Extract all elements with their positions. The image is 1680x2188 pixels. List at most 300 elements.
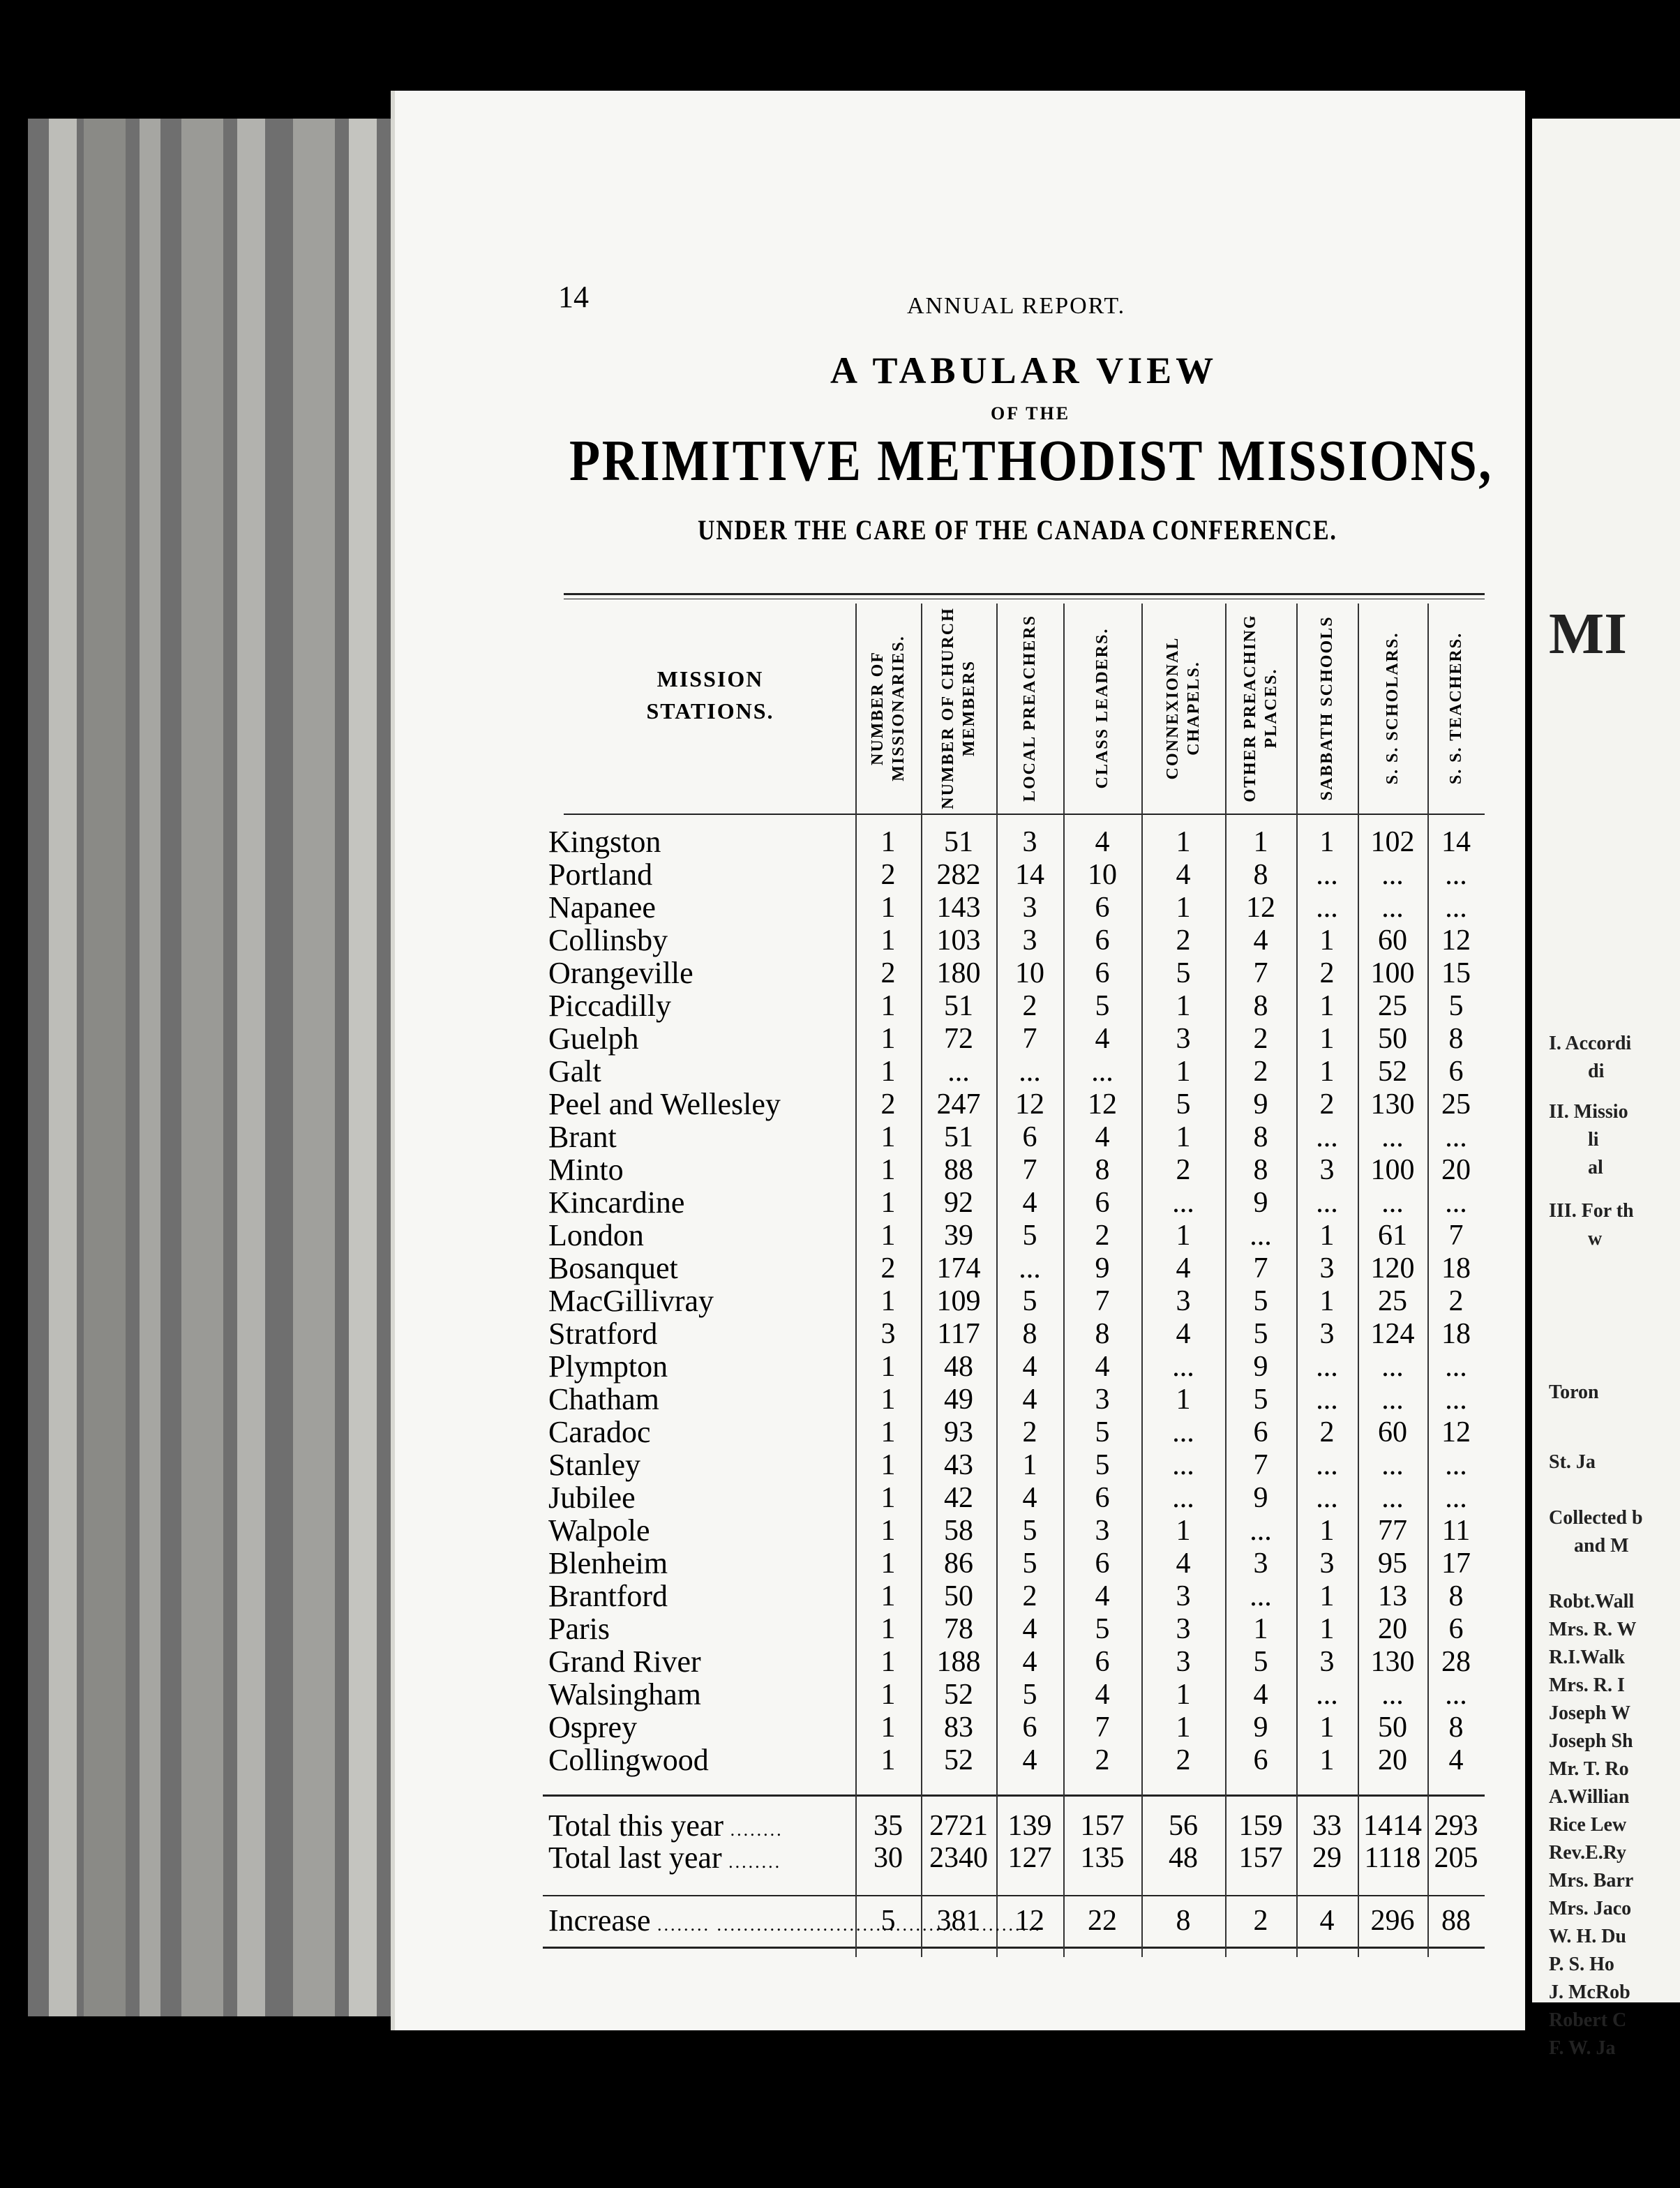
table-cell: 52: [944, 1679, 973, 1711]
table-cell: 6: [1022, 1711, 1037, 1744]
column-header: CLASS LEADERS.: [1093, 627, 1111, 789]
table-cell: 78: [944, 1613, 973, 1645]
table-cell: 8: [1253, 1154, 1268, 1186]
table-cell: 30: [873, 1842, 903, 1874]
table-cell: 188: [936, 1646, 981, 1678]
table-cell: 1: [1176, 1220, 1191, 1252]
table-cell: 5: [1022, 1548, 1037, 1580]
facing-page-text: Collected b: [1549, 1507, 1643, 1529]
table-cell: 4: [1022, 1187, 1037, 1219]
table-cell: ...: [1445, 1482, 1467, 1514]
table-row: [0, 1023, 1535, 1055]
running-head: ANNUAL REPORT.: [907, 293, 1126, 319]
table-cell: 1: [1022, 1449, 1037, 1481]
table-cell: 2: [1253, 1905, 1268, 1937]
table-cell: 10: [1015, 957, 1044, 989]
facing-page-text: Mrs. Barr: [1549, 1870, 1634, 1891]
table-cell: 143: [936, 892, 981, 924]
table-cell: 9: [1253, 1482, 1268, 1514]
table-cell: 2: [1176, 1154, 1191, 1186]
table-cell: ...: [1445, 1121, 1467, 1153]
table-row: [0, 1416, 1535, 1448]
table-cell: 1414: [1363, 1810, 1422, 1842]
table-cell: 4: [1095, 826, 1110, 858]
station-name: Piccadilly: [548, 989, 671, 1023]
table-cell: 25: [1378, 990, 1407, 1022]
station-name: Napanee: [548, 890, 656, 924]
page-number: 14: [558, 280, 589, 314]
table-cell: 8: [1448, 1023, 1464, 1055]
table-row: [0, 957, 1535, 989]
column-header: SABBATH SCHOOLS: [1318, 615, 1336, 801]
table-cell: 2: [1095, 1744, 1110, 1776]
station-name: Walsingham: [548, 1677, 701, 1711]
table-cell: ...: [1381, 1121, 1404, 1153]
table-cell: 1: [1253, 826, 1268, 858]
table-cell: 1: [1319, 1515, 1335, 1547]
table-cell: 4: [1176, 1252, 1191, 1284]
table-cell: 18: [1441, 1318, 1471, 1350]
table-cell: 120: [1370, 1252, 1415, 1284]
table-cell: ...: [1316, 1187, 1338, 1219]
table-cell: 103: [936, 924, 981, 957]
station-name: Stanley: [548, 1448, 640, 1482]
facing-page-text: Mrs. R. W: [1549, 1619, 1637, 1640]
table-cell: 9: [1253, 1351, 1268, 1383]
table-cell: 1: [1176, 892, 1191, 924]
table-row: [0, 1548, 1535, 1580]
table-cell: 51: [944, 826, 973, 858]
table-cell: 3: [1022, 924, 1037, 957]
table-cell: 17: [1441, 1548, 1471, 1580]
table-cell: 1: [1319, 1023, 1335, 1055]
station-name: Blenheim: [548, 1546, 668, 1580]
station-name: Orangeville: [548, 956, 693, 990]
table-cell: ...: [1172, 1351, 1194, 1383]
table-cell: 1: [880, 1482, 896, 1514]
table-cell: 157: [1080, 1810, 1125, 1842]
facing-page-text: St. Ja: [1549, 1451, 1596, 1473]
table-cell: ...: [1381, 1679, 1404, 1711]
station-name: Minto: [548, 1153, 624, 1187]
table-cell: 205: [1434, 1842, 1478, 1874]
station-name: Stratford: [548, 1317, 658, 1351]
table-cell: 1: [1319, 1285, 1335, 1317]
table-cell: 3: [1095, 1515, 1110, 1547]
station-name: Grand River: [548, 1644, 701, 1679]
station-name: Plympton: [548, 1349, 668, 1384]
table-cell: 135: [1080, 1842, 1125, 1874]
table-cell: 9: [1253, 1711, 1268, 1744]
table-cell: ...: [1172, 1482, 1194, 1514]
table-cell: 296: [1370, 1905, 1415, 1937]
table-cell: 1: [880, 826, 896, 858]
table-cell: 1: [880, 1646, 896, 1678]
facing-page-text: li: [1588, 1129, 1599, 1151]
table-cell: 100: [1370, 1154, 1415, 1186]
table-cell: 4: [1176, 1548, 1191, 1580]
table-cell: ...: [1250, 1220, 1272, 1252]
table-row: [0, 1449, 1535, 1481]
table-row: [0, 1679, 1535, 1711]
table-cell: 6: [1095, 1187, 1110, 1219]
increase-rule: [543, 1895, 1485, 1896]
table-cell: 2: [880, 1088, 896, 1121]
station-name: Caradoc: [548, 1415, 651, 1449]
table-cell: 2: [1095, 1220, 1110, 1252]
table-cell: ...: [1445, 892, 1467, 924]
facing-page-text: W. H. Du: [1549, 1926, 1627, 1947]
table-row: [0, 924, 1535, 957]
facing-page-text: I. Accordi: [1549, 1033, 1632, 1054]
table-cell: 2: [880, 957, 896, 989]
table-cell: 1: [880, 1384, 896, 1416]
table-cell: 2721: [929, 1810, 988, 1842]
header-rule-top: [564, 593, 1485, 595]
table-cell: 102: [1370, 826, 1415, 858]
facing-page-text: Robert C: [1549, 2009, 1627, 2031]
station-name: Guelph: [548, 1021, 639, 1056]
total-row: [0, 1842, 1535, 1874]
facing-page-text: Joseph Sh: [1549, 1730, 1633, 1752]
table-cell: 5: [1448, 990, 1464, 1022]
table-cell: 39: [944, 1220, 973, 1252]
table-cell: ...: [1316, 859, 1338, 891]
table-cell: 8: [1253, 1121, 1268, 1153]
table-cell: 48: [1169, 1842, 1198, 1874]
table-cell: 1: [1176, 1056, 1191, 1088]
facing-page-text: P. S. Ho: [1549, 1954, 1614, 1975]
table-row: [0, 1613, 1535, 1645]
table-cell: 6: [1448, 1056, 1464, 1088]
table-cell: 8: [1253, 990, 1268, 1022]
column-header: NUMBER OF MISSIONARIES.: [869, 635, 908, 781]
table-cell: 60: [1378, 1416, 1407, 1448]
table-cell: 4: [1253, 1679, 1268, 1711]
table-cell: 3: [1319, 1318, 1335, 1350]
table-cell: 3: [1319, 1252, 1335, 1284]
table-cell: ...: [1250, 1515, 1272, 1547]
table-cell: ...: [1250, 1580, 1272, 1612]
table-cell: ...: [1381, 892, 1404, 924]
table-cell: ...: [1172, 1416, 1194, 1448]
bottom-rule: [543, 1947, 1485, 1949]
table-cell: 7: [1022, 1154, 1037, 1186]
table-cell: 2: [1253, 1023, 1268, 1055]
table-row: [0, 1711, 1535, 1744]
facing-page-text: w: [1588, 1228, 1603, 1250]
table-cell: 2: [1319, 1416, 1335, 1448]
facing-page-text: Robt.Wall: [1549, 1591, 1635, 1612]
table-cell: 92: [944, 1187, 973, 1219]
table-cell: 20: [1441, 1154, 1471, 1186]
table-cell: 95: [1378, 1548, 1407, 1580]
table-cell: 7: [1253, 1252, 1268, 1284]
table-cell: 6: [1253, 1416, 1268, 1448]
table-cell: 4: [1253, 924, 1268, 957]
table-row: [0, 1482, 1535, 1514]
table-cell: 1: [1319, 1711, 1335, 1744]
table-cell: 25: [1378, 1285, 1407, 1317]
table-cell: 6: [1022, 1121, 1037, 1153]
table-cell: 1118: [1364, 1842, 1421, 1874]
station-name: Collinsby: [548, 923, 668, 957]
station-name: Peel and Wellesley: [548, 1087, 781, 1121]
table-cell: ...: [1316, 1449, 1338, 1481]
table-cell: 117: [937, 1318, 980, 1350]
table-row: [0, 1580, 1535, 1612]
table-cell: ...: [1019, 1252, 1041, 1284]
table-cell: 5: [1022, 1285, 1037, 1317]
facing-page-text: and M: [1574, 1535, 1629, 1557]
table-cell: 93: [944, 1416, 973, 1448]
table-cell: 6: [1095, 924, 1110, 957]
station-name: Paris: [548, 1612, 610, 1646]
table-cell: 88: [1441, 1905, 1471, 1937]
table-cell: ...: [1316, 1679, 1338, 1711]
table-cell: 1: [880, 1023, 896, 1055]
table-cell: 5: [1253, 1646, 1268, 1678]
table-cell: 1: [880, 1121, 896, 1153]
table-cell: 12: [1246, 892, 1275, 924]
station-name: Osprey: [548, 1710, 638, 1744]
title-line-2: PRIMITIVE METHODIST MISSIONS,: [569, 428, 1493, 493]
total-row: [0, 1810, 1535, 1842]
table-cell: 51: [944, 1121, 973, 1153]
table-row: [0, 1384, 1535, 1416]
facing-page-text: J. McRob: [1549, 1981, 1630, 2003]
table-cell: 8: [1022, 1318, 1037, 1350]
subtitle: UNDER THE CARE OF THE CANADA CONFERENCE.: [698, 514, 1337, 546]
table-cell: 4: [1022, 1646, 1037, 1678]
table-cell: 1: [1176, 1384, 1191, 1416]
table-cell: ...: [947, 1056, 970, 1088]
table-cell: 20: [1378, 1613, 1407, 1645]
column-header: CONNEXIONAL CHAPELS.: [1164, 636, 1203, 780]
table-cell: 13: [1378, 1580, 1407, 1612]
table-cell: ...: [1316, 1482, 1338, 1514]
table-cell: 139: [1007, 1810, 1052, 1842]
table-cell: 12: [1015, 1088, 1044, 1121]
table-cell: 6: [1448, 1613, 1464, 1645]
table-cell: 4: [1319, 1905, 1335, 1937]
table-cell: 50: [944, 1580, 973, 1612]
table-cell: 2: [1022, 1416, 1037, 1448]
table-cell: 1: [1319, 1220, 1335, 1252]
table-cell: 8: [1095, 1154, 1110, 1186]
station-name: Collingwood: [548, 1743, 709, 1777]
table-cell: 3: [1095, 1384, 1110, 1416]
table-cell: 14: [1015, 859, 1044, 891]
station-name: Chatham: [548, 1382, 659, 1416]
facing-page-text: F. W. Ja: [1549, 2037, 1616, 2059]
table-cell: 4: [1176, 1318, 1191, 1350]
table-cell: 130: [1370, 1088, 1415, 1121]
table-cell: 7: [1253, 957, 1268, 989]
stations-header: MISSION STATIONS.: [646, 666, 774, 724]
table-cell: 1: [880, 1056, 896, 1088]
facing-page-text: Toron: [1549, 1381, 1599, 1403]
table-cell: 86: [944, 1548, 973, 1580]
table-cell: 9: [1095, 1252, 1110, 1284]
table-cell: 1: [1176, 990, 1191, 1022]
table-cell: 5: [1095, 1449, 1110, 1481]
table-cell: 33: [1312, 1810, 1342, 1842]
facing-page-text: A.Willian: [1549, 1786, 1630, 1808]
table-cell: 7: [1095, 1711, 1110, 1744]
table-cell: 2: [880, 1252, 896, 1284]
table-cell: 1: [1176, 1679, 1191, 1711]
table-cell: 1: [880, 990, 896, 1022]
table-cell: ...: [1381, 859, 1404, 891]
table-cell: 4: [1095, 1580, 1110, 1612]
table-cell: 180: [936, 957, 981, 989]
table-row: [0, 1515, 1535, 1547]
table-cell: 127: [1007, 1842, 1052, 1874]
table-cell: 293: [1434, 1810, 1478, 1842]
table-row: [0, 826, 1535, 858]
facing-page: [1532, 119, 1680, 2059]
table-cell: ...: [1381, 1384, 1404, 1416]
table-cell: 4: [1022, 1744, 1037, 1776]
totals-rule: [543, 1794, 1485, 1797]
table-cell: 157: [1238, 1842, 1283, 1874]
table-cell: 3: [1253, 1548, 1268, 1580]
table-row: [0, 1318, 1535, 1350]
table-cell: 5: [1095, 1416, 1110, 1448]
table-row: [0, 1088, 1535, 1121]
table-cell: 2340: [929, 1842, 988, 1874]
table-cell: 1: [1176, 826, 1191, 858]
table-cell: 1: [880, 1744, 896, 1776]
table-cell: 1: [880, 1285, 896, 1317]
table-cell: 5: [1022, 1515, 1037, 1547]
table-cell: 20: [1378, 1744, 1407, 1776]
table-cell: 4: [1022, 1384, 1037, 1416]
table-cell: 1: [1319, 924, 1335, 957]
table-cell: 77: [1378, 1515, 1407, 1547]
station-name: Portland: [548, 857, 653, 892]
table-cell: 12: [1015, 1905, 1044, 1937]
table-cell: 3: [1176, 1646, 1191, 1678]
table-cell: 282: [936, 859, 981, 891]
table-cell: 4: [1022, 1482, 1037, 1514]
table-cell: 3: [1022, 892, 1037, 924]
table-cell: 49: [944, 1384, 973, 1416]
facing-page-text: di: [1588, 1061, 1605, 1082]
table-cell: ...: [1381, 1351, 1404, 1383]
table-cell: 25: [1441, 1088, 1471, 1121]
facing-page-text: III. For th: [1549, 1200, 1634, 1222]
table-cell: 3: [1319, 1548, 1335, 1580]
table-cell: 2: [1022, 990, 1037, 1022]
table-cell: ...: [1019, 1056, 1041, 1088]
table-cell: 18: [1441, 1252, 1471, 1284]
table-cell: 124: [1370, 1318, 1415, 1350]
table-cell: 7: [1448, 1220, 1464, 1252]
table-cell: 52: [1378, 1056, 1407, 1088]
header-rule-bottom: [564, 814, 1485, 815]
table-cell: 8: [1095, 1318, 1110, 1350]
station-name: Kincardine: [548, 1185, 685, 1220]
table-cell: 43: [944, 1449, 973, 1481]
table-cell: ...: [1316, 892, 1338, 924]
table-cell: 1: [1319, 990, 1335, 1022]
table-cell: 48: [944, 1351, 973, 1383]
table-cell: 1: [1176, 1711, 1191, 1744]
table-cell: 83: [944, 1711, 973, 1744]
table-row: [0, 1646, 1535, 1678]
table-cell: 28: [1441, 1646, 1471, 1678]
table-row: [0, 1121, 1535, 1153]
table-cell: 6: [1095, 1482, 1110, 1514]
table-row: [0, 1220, 1535, 1252]
table-cell: ...: [1316, 1351, 1338, 1383]
table-cell: 2: [1176, 924, 1191, 957]
table-cell: 2: [1319, 1088, 1335, 1121]
table-cell: 3: [1319, 1154, 1335, 1186]
table-cell: 8: [1253, 859, 1268, 891]
table-cell: 2: [1319, 957, 1335, 989]
table-cell: ...: [1445, 859, 1467, 891]
table-cell: 5: [1022, 1679, 1037, 1711]
table-cell: 2: [1176, 1744, 1191, 1776]
table-cell: 5: [1253, 1384, 1268, 1416]
table-cell: 1: [880, 1416, 896, 1448]
table-cell: 11: [1441, 1515, 1471, 1547]
increase-row: [0, 1905, 1535, 1937]
table-cell: 1: [880, 1449, 896, 1481]
table-cell: 61: [1378, 1220, 1407, 1252]
table-cell: 8: [1176, 1905, 1191, 1937]
facing-page-text: Rice Lew: [1549, 1814, 1627, 1836]
station-name: MacGillivray: [548, 1284, 714, 1318]
table-cell: 1: [1176, 1515, 1191, 1547]
table-cell: 2: [1022, 1580, 1037, 1612]
table-cell: 1: [880, 1679, 896, 1711]
facing-page-text: al: [1588, 1157, 1603, 1178]
station-name: Total this year ........: [548, 1808, 783, 1843]
table-cell: 3: [1319, 1646, 1335, 1678]
table-cell: 7: [1022, 1023, 1037, 1055]
facing-page-text: Mrs. R. I: [1549, 1674, 1625, 1696]
facing-page-text: Rev.E.Ry: [1549, 1842, 1627, 1864]
table-cell: 4: [1448, 1744, 1464, 1776]
facing-page-text: Joseph W: [1549, 1702, 1630, 1724]
column-header: LOCAL PREACHERS: [1021, 614, 1039, 802]
table-row: [0, 892, 1535, 924]
table-cell: ...: [1316, 1121, 1338, 1153]
table-cell: 6: [1095, 1548, 1110, 1580]
table-cell: 1: [880, 1613, 896, 1645]
table-cell: 51: [944, 990, 973, 1022]
station-name: Jubilee: [548, 1481, 636, 1515]
table-row: [0, 1252, 1535, 1284]
table-cell: 5: [880, 1905, 896, 1937]
table-cell: ...: [1172, 1449, 1194, 1481]
station-name: Brant: [548, 1120, 617, 1154]
table-cell: 1: [880, 892, 896, 924]
station-name: Kingston: [548, 825, 661, 859]
table-cell: 4: [1095, 1351, 1110, 1383]
facing-page-text: Mrs. Jaco: [1549, 1898, 1632, 1919]
facing-heading: MI: [1549, 601, 1627, 666]
table-cell: 6: [1095, 892, 1110, 924]
table-cell: 22: [1088, 1905, 1117, 1937]
table-cell: 60: [1378, 924, 1407, 957]
table-cell: 109: [936, 1285, 981, 1317]
table-cell: 35: [873, 1810, 903, 1842]
